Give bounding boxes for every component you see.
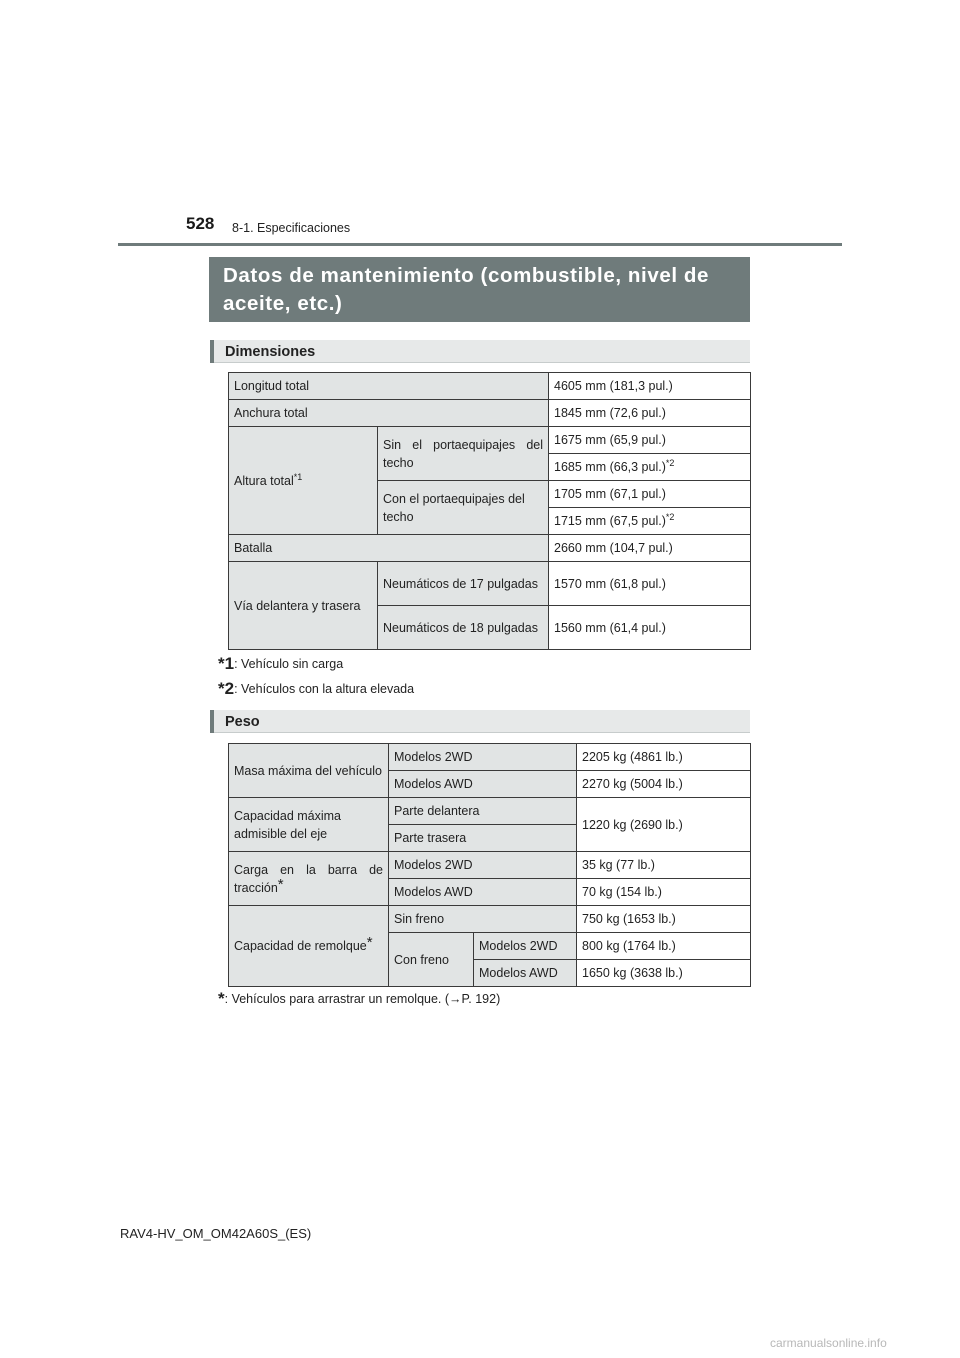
section-reference: 8-1. Especificaciones xyxy=(232,221,351,235)
weight-note-text: : Vehículos para arrastrar un remolque. (→P. 192) xyxy=(224,992,501,1006)
table-row xyxy=(229,427,751,454)
barra-note-mark: * xyxy=(277,875,284,893)
table-row xyxy=(229,373,751,400)
sin-value-2-text: 1685 mm (66,3 pul.) xyxy=(554,460,666,474)
cell-remolque-label xyxy=(229,906,389,987)
cell-batalla-label: Batalla xyxy=(229,535,549,562)
cell-masa-2wd-label: Modelos 2WD xyxy=(389,744,577,771)
note-1-text: : Vehículo sin carga xyxy=(234,657,344,671)
cell-via-17-value: 1570 mm (61,8 pul.) xyxy=(549,562,751,606)
cell-via-17-label: Neumáticos de 17 pulgadas xyxy=(378,562,549,606)
con-value-2-text: 1715 mm (67,5 pul.) xyxy=(554,514,666,528)
cell-sin-value-1: 1675 mm (65,9 pul.) xyxy=(549,427,751,454)
cell-con-value-1: 1705 mm (67,1 pul.) xyxy=(549,481,751,508)
cell-masa-awd-value: 2270 kg (5004 lb.) xyxy=(577,771,751,798)
note-1-mark: *1 xyxy=(218,654,235,673)
table-row xyxy=(229,852,751,879)
cell-eje-label: Capacidad máxima admisible del eje xyxy=(229,798,389,852)
dimensions-note-2 xyxy=(218,679,414,699)
table-row xyxy=(229,535,751,562)
weight-heading-label: Peso xyxy=(225,714,260,730)
weight-note-mark: * xyxy=(218,989,225,1008)
note-2-text: : Vehículos con la altura elevada xyxy=(234,682,415,696)
weight-heading xyxy=(210,710,750,733)
altura-label-text: Altura total xyxy=(234,473,294,488)
cell-con-awd-label: Modelos AWD xyxy=(474,960,577,987)
barra-label-text: Carga en la barra de tracción xyxy=(234,862,383,895)
altura-note-mark: *1 xyxy=(293,471,303,482)
cell-con-portaequipajes: Con el portaequipajes del techo xyxy=(378,481,549,535)
section-title: Datos de mantenimiento (combustible, nivel de aceite, etc.) xyxy=(209,257,750,322)
cell-longitud-label: Longitud total xyxy=(229,373,549,400)
cell-barra-awd-label: Modelos AWD xyxy=(389,879,577,906)
cell-masa-label: Masa máxima del vehículo xyxy=(229,744,389,798)
dimensions-heading xyxy=(210,340,750,363)
dimensions-note-1 xyxy=(218,654,343,674)
dimensions-heading-label: Dimensiones xyxy=(225,344,316,360)
weight-table xyxy=(228,743,751,987)
cell-sin-portaequipajes: Sin el portaequipajes del techo xyxy=(378,427,549,481)
cell-altura-label xyxy=(229,427,378,535)
table-row xyxy=(229,906,751,933)
table-row xyxy=(229,562,751,606)
cell-masa-2wd-value: 2205 kg (4861 lb.) xyxy=(577,744,751,771)
header-divider xyxy=(118,243,842,246)
cell-barra-awd-value: 70 kg (154 lb.) xyxy=(577,879,751,906)
cell-eje-rear-label: Parte trasera xyxy=(389,825,577,852)
cell-sin-value-2 xyxy=(549,454,751,481)
weight-note xyxy=(218,989,500,1009)
dimensions-table xyxy=(228,372,751,650)
value-note-mark: *2 xyxy=(665,511,675,522)
cell-via-18-value: 1560 mm (61,4 pul.) xyxy=(549,606,751,650)
cell-anchura-label: Anchura total xyxy=(229,400,549,427)
cell-barra-2wd-value: 35 kg (77 lb.) xyxy=(577,852,751,879)
cell-eje-front-label: Parte delantera xyxy=(389,798,577,825)
cell-batalla-value: 2660 mm (104,7 pul.) xyxy=(549,535,751,562)
table-row xyxy=(229,798,751,825)
cell-barra-label xyxy=(229,852,389,906)
value-note-mark: *2 xyxy=(665,457,675,468)
cell-eje-value: 1220 kg (2690 lb.) xyxy=(577,798,751,852)
cell-sin-freno-value: 750 kg (1653 lb.) xyxy=(577,906,751,933)
cell-anchura-value: 1845 mm (72,6 pul.) xyxy=(549,400,751,427)
cell-con-value-2 xyxy=(549,508,751,535)
table-row xyxy=(229,744,751,771)
cell-longitud-value: 4605 mm (181,3 pul.) xyxy=(549,373,751,400)
table-row xyxy=(229,400,751,427)
cell-con-2wd-label: Modelos 2WD xyxy=(474,933,577,960)
cell-con-awd-value: 1650 kg (3638 lb.) xyxy=(577,960,751,987)
remolque-note-mark: * xyxy=(366,934,373,951)
cell-sin-freno-label: Sin freno xyxy=(389,906,577,933)
cell-con-freno-label: Con freno xyxy=(389,933,474,987)
cell-barra-2wd-label: Modelos 2WD xyxy=(389,852,577,879)
cell-masa-awd-label: Modelos AWD xyxy=(389,771,577,798)
cell-con-2wd-value: 800 kg (1764 lb.) xyxy=(577,933,751,960)
note-2-mark: *2 xyxy=(218,679,235,698)
remolque-label-text: Capacidad de remolque xyxy=(234,939,367,953)
page-number: 528 xyxy=(186,214,215,233)
cell-via-label: Vía delantera y trasera xyxy=(229,562,378,650)
document-code: RAV4-HV_OM_OM42A60S_(ES) xyxy=(120,1226,312,1241)
watermark: carmanualsonline.info xyxy=(770,1336,887,1350)
cell-via-18-label: Neumáticos de 18 pulgadas xyxy=(378,606,549,650)
